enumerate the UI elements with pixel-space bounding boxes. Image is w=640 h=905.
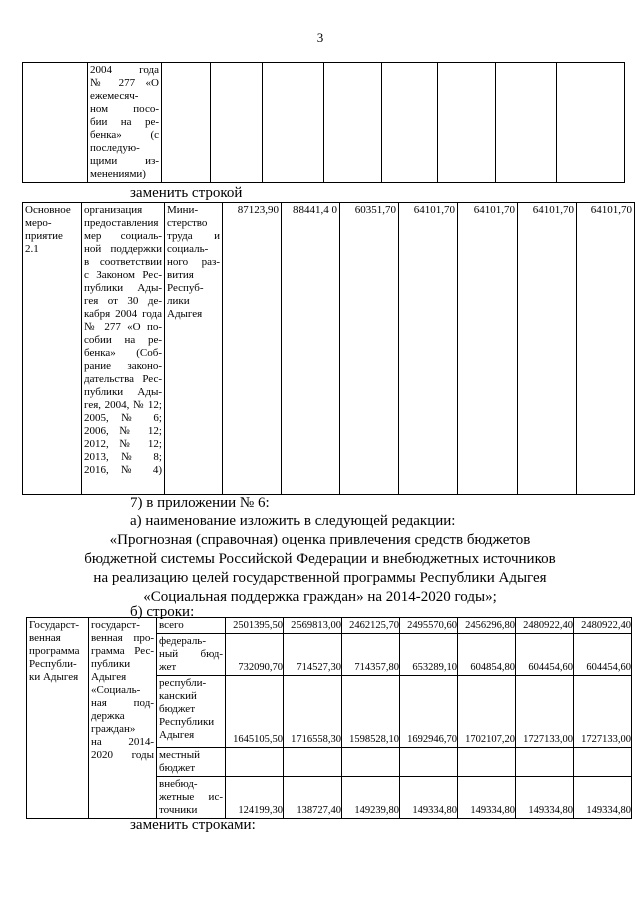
cell-text-line: Основное bbox=[25, 204, 71, 216]
table-cell bbox=[162, 63, 211, 183]
value-cell: 60351,70 bbox=[340, 203, 399, 495]
cell-text-line: Республики bbox=[159, 716, 215, 728]
program-name-cell bbox=[89, 618, 157, 819]
value-cell: 2569813,00 bbox=[284, 618, 342, 634]
item-b: б) строки: bbox=[130, 604, 195, 620]
value-cell: 1692946,70 bbox=[400, 676, 458, 748]
cell-text-line: приятие bbox=[25, 230, 63, 242]
cell-text-line: 2005, № 6; bbox=[84, 412, 162, 424]
cell-text-line: № 277 «О bbox=[90, 77, 159, 89]
cell-text-line: ки Адыгея bbox=[29, 671, 79, 683]
value-cell: 64101,70 bbox=[399, 203, 458, 495]
value-cell bbox=[458, 748, 516, 777]
cell-text-line: на 2014- bbox=[91, 736, 154, 748]
cell-text-line: ного раз- bbox=[167, 256, 220, 268]
cell-text-line: 2012, № 12; bbox=[84, 438, 162, 450]
cell-text-line: жетные ис- bbox=[159, 791, 223, 803]
cell-text-line: гея, 2004, № 12; bbox=[84, 399, 162, 411]
cell-text-line: в соответствии bbox=[84, 256, 162, 268]
value-cell: 124199,30 bbox=[226, 777, 284, 819]
cell-text-line: бюджет bbox=[159, 703, 195, 715]
cell-text-line: бенка» (с bbox=[90, 129, 159, 141]
value-cell: 732090,70 bbox=[226, 634, 284, 676]
cell-text-line: меро- bbox=[25, 217, 52, 229]
cell-text-line: социаль- bbox=[167, 243, 209, 255]
value-cell: 1598528,10 bbox=[342, 676, 400, 748]
cell-text-line: 2013, № 8; bbox=[84, 451, 162, 463]
cell-text-line: ежемесяч- bbox=[90, 90, 139, 102]
value-cell: 714527,30 bbox=[284, 634, 342, 676]
value-cell: 2501395,50 bbox=[226, 618, 284, 634]
cell-text-line: внебюд- bbox=[159, 778, 198, 790]
table-row bbox=[23, 203, 635, 495]
cell-text-line: Респуб- bbox=[167, 282, 204, 294]
cell-text-line: 2020 годы bbox=[91, 749, 154, 761]
value-cell bbox=[342, 748, 400, 777]
cell-text-line: Адыгея bbox=[167, 308, 203, 320]
funding-source-cell bbox=[157, 634, 226, 676]
cell-text-line: федераль- bbox=[159, 635, 206, 647]
cell-text-line: бенка» (Соб- bbox=[84, 347, 162, 359]
value-cell: 149334,80 bbox=[574, 777, 632, 819]
program-cell bbox=[27, 618, 89, 819]
cell-text-line: 2006, № 12; bbox=[84, 425, 162, 437]
cell-text-line: программа bbox=[29, 645, 80, 657]
cell-text-line: граждан» bbox=[91, 723, 136, 735]
cell-text-line: гея от 30 де- bbox=[84, 295, 162, 307]
value-cell: 1716558,30 bbox=[284, 676, 342, 748]
cell-text-line: 2004 года bbox=[90, 64, 159, 76]
cell-text-line: последую- bbox=[90, 142, 140, 154]
value-cell: 149334,80 bbox=[516, 777, 574, 819]
table-cell bbox=[211, 63, 263, 183]
cell-text-line: государст- bbox=[91, 619, 140, 631]
value-cell: 714357,80 bbox=[342, 634, 400, 676]
funding-source-cell bbox=[157, 676, 226, 748]
value-cell: 138727,40 bbox=[284, 777, 342, 819]
cell-text-line: ная под- bbox=[91, 697, 154, 709]
cell-text-line: Адыгея bbox=[91, 671, 127, 683]
table-main-measure bbox=[22, 202, 635, 495]
responsible-executor-cell bbox=[165, 203, 223, 495]
table-cell bbox=[88, 63, 162, 183]
cell-text-line: с Законом Рес- bbox=[84, 269, 162, 281]
table-cell bbox=[557, 63, 625, 183]
cell-text-line: 2.1 bbox=[25, 243, 39, 255]
table-funding bbox=[26, 617, 632, 819]
heading-line-2: бюджетной системы Российской Федерации и внебюджетных источников bbox=[84, 551, 556, 567]
cell-text-line: щими из- bbox=[90, 155, 159, 167]
value-cell: 2462125,70 bbox=[342, 618, 400, 634]
table-continuation bbox=[22, 62, 625, 183]
cell-text-line: грамма Рес- bbox=[91, 645, 154, 657]
table-cell bbox=[382, 63, 438, 183]
value-cell: 1727133,00 bbox=[574, 676, 632, 748]
value-cell: 149334,80 bbox=[400, 777, 458, 819]
cell-text-line: вития bbox=[167, 269, 194, 281]
cell-text-line: держка bbox=[91, 710, 125, 722]
cell-text-line: точники bbox=[159, 804, 198, 816]
cell-text-line: венная bbox=[29, 632, 61, 644]
table-cell bbox=[324, 63, 382, 183]
value-cell: 653289,10 bbox=[400, 634, 458, 676]
cell-text-line: ной поддержки bbox=[84, 243, 162, 255]
value-cell: 1702107,20 bbox=[458, 676, 516, 748]
value-cell: 2456296,80 bbox=[458, 618, 516, 634]
value-cell: 64101,70 bbox=[518, 203, 577, 495]
value-cell: 604454,60 bbox=[516, 634, 574, 676]
table-cell bbox=[496, 63, 557, 183]
cell-text-line: кабря 2004 года bbox=[84, 308, 162, 320]
cell-text-line: организация bbox=[84, 204, 143, 216]
value-cell: 1727133,00 bbox=[516, 676, 574, 748]
page-number: 3 bbox=[316, 30, 324, 45]
heading-line-1: «Прогнозная (справочная) оценка привлечения средств бюджетов bbox=[109, 532, 531, 548]
cell-text-line: венная про- bbox=[91, 632, 154, 644]
cell-text-line: публики Ады- bbox=[84, 282, 162, 294]
heading-line-4: «Социальная поддержка граждан» на 2014-2020 годы»; bbox=[143, 589, 497, 605]
cell-text-line: ный бюд- bbox=[159, 648, 223, 660]
funding-source-cell bbox=[157, 618, 226, 634]
value-cell: 149239,80 bbox=[342, 777, 400, 819]
cell-text-line: дательства Рес- bbox=[84, 373, 162, 385]
table-row bbox=[27, 618, 632, 634]
cell-text-line: 2016, № 4) bbox=[84, 464, 162, 476]
table-cell bbox=[23, 63, 88, 183]
cell-text-line: бюджет bbox=[159, 762, 195, 774]
cell-text-line: Мини- bbox=[167, 204, 199, 216]
item-7: 7) в приложении № 6: bbox=[130, 495, 270, 511]
funding-source-cell bbox=[157, 777, 226, 819]
replace-row-label: заменить строкой bbox=[130, 185, 243, 201]
cell-text-line: труда и bbox=[167, 230, 220, 242]
value-cell bbox=[574, 748, 632, 777]
cell-text-line: менениями) bbox=[90, 168, 146, 180]
funding-source-cell bbox=[157, 748, 226, 777]
cell-text-line: собии на ре- bbox=[84, 334, 162, 346]
cell-text-line: республи- bbox=[159, 677, 207, 689]
cell-text-line: лики bbox=[167, 295, 190, 307]
value-cell: 87123,90 bbox=[223, 203, 282, 495]
cell-text-line: мер социаль- bbox=[84, 230, 162, 242]
cell-text-line: жет bbox=[159, 661, 177, 673]
cell-text-line: ном посо- bbox=[90, 103, 159, 115]
value-cell bbox=[516, 748, 574, 777]
cell-text-line: Государст- bbox=[29, 619, 80, 631]
cell-text-line: публики Ады- bbox=[84, 386, 162, 398]
cell-text-line: предоставления bbox=[84, 217, 159, 229]
table-row bbox=[23, 63, 625, 183]
cell-text-line: бии на ре- bbox=[90, 116, 159, 128]
cell-text-line: Адыгея bbox=[159, 729, 195, 741]
value-cell: 604854,80 bbox=[458, 634, 516, 676]
heading-line-3: на реализацию целей государственной программы Республики Адыгея bbox=[93, 570, 547, 586]
value-cell bbox=[284, 748, 342, 777]
value-cell bbox=[400, 748, 458, 777]
value-cell: 2495570,60 bbox=[400, 618, 458, 634]
replace-rows-label: заменить строками: bbox=[130, 817, 256, 833]
value-cell: 2480922,40 bbox=[574, 618, 632, 634]
measure-code-cell bbox=[23, 203, 82, 495]
cell-text-line: «Социаль- bbox=[91, 684, 141, 696]
cell-text-line: публики bbox=[91, 658, 131, 670]
table-cell bbox=[263, 63, 324, 183]
value-cell: 2480922,40 bbox=[516, 618, 574, 634]
item-a: а) наименование изложить в следующей редакции: bbox=[130, 513, 456, 529]
cell-text-line: № 277 «О по- bbox=[84, 321, 162, 333]
value-cell: 88441,4 0 bbox=[282, 203, 340, 495]
value-cell: 149334,80 bbox=[458, 777, 516, 819]
value-cell: 64101,70 bbox=[577, 203, 635, 495]
cell-text-line: стерство bbox=[167, 217, 208, 229]
cell-text-line: местный bbox=[159, 749, 200, 761]
cell-text-line: всего bbox=[159, 619, 184, 631]
cell-text-line: рание законо- bbox=[84, 360, 162, 372]
measure-description-cell bbox=[82, 203, 165, 495]
value-cell: 64101,70 bbox=[458, 203, 518, 495]
value-cell: 1645105,50 bbox=[226, 676, 284, 748]
value-cell bbox=[226, 748, 284, 777]
value-cell: 604454,60 bbox=[574, 634, 632, 676]
cell-text-line: Республи- bbox=[29, 658, 77, 670]
cell-text-line: канский bbox=[159, 690, 197, 702]
table-cell bbox=[438, 63, 496, 183]
